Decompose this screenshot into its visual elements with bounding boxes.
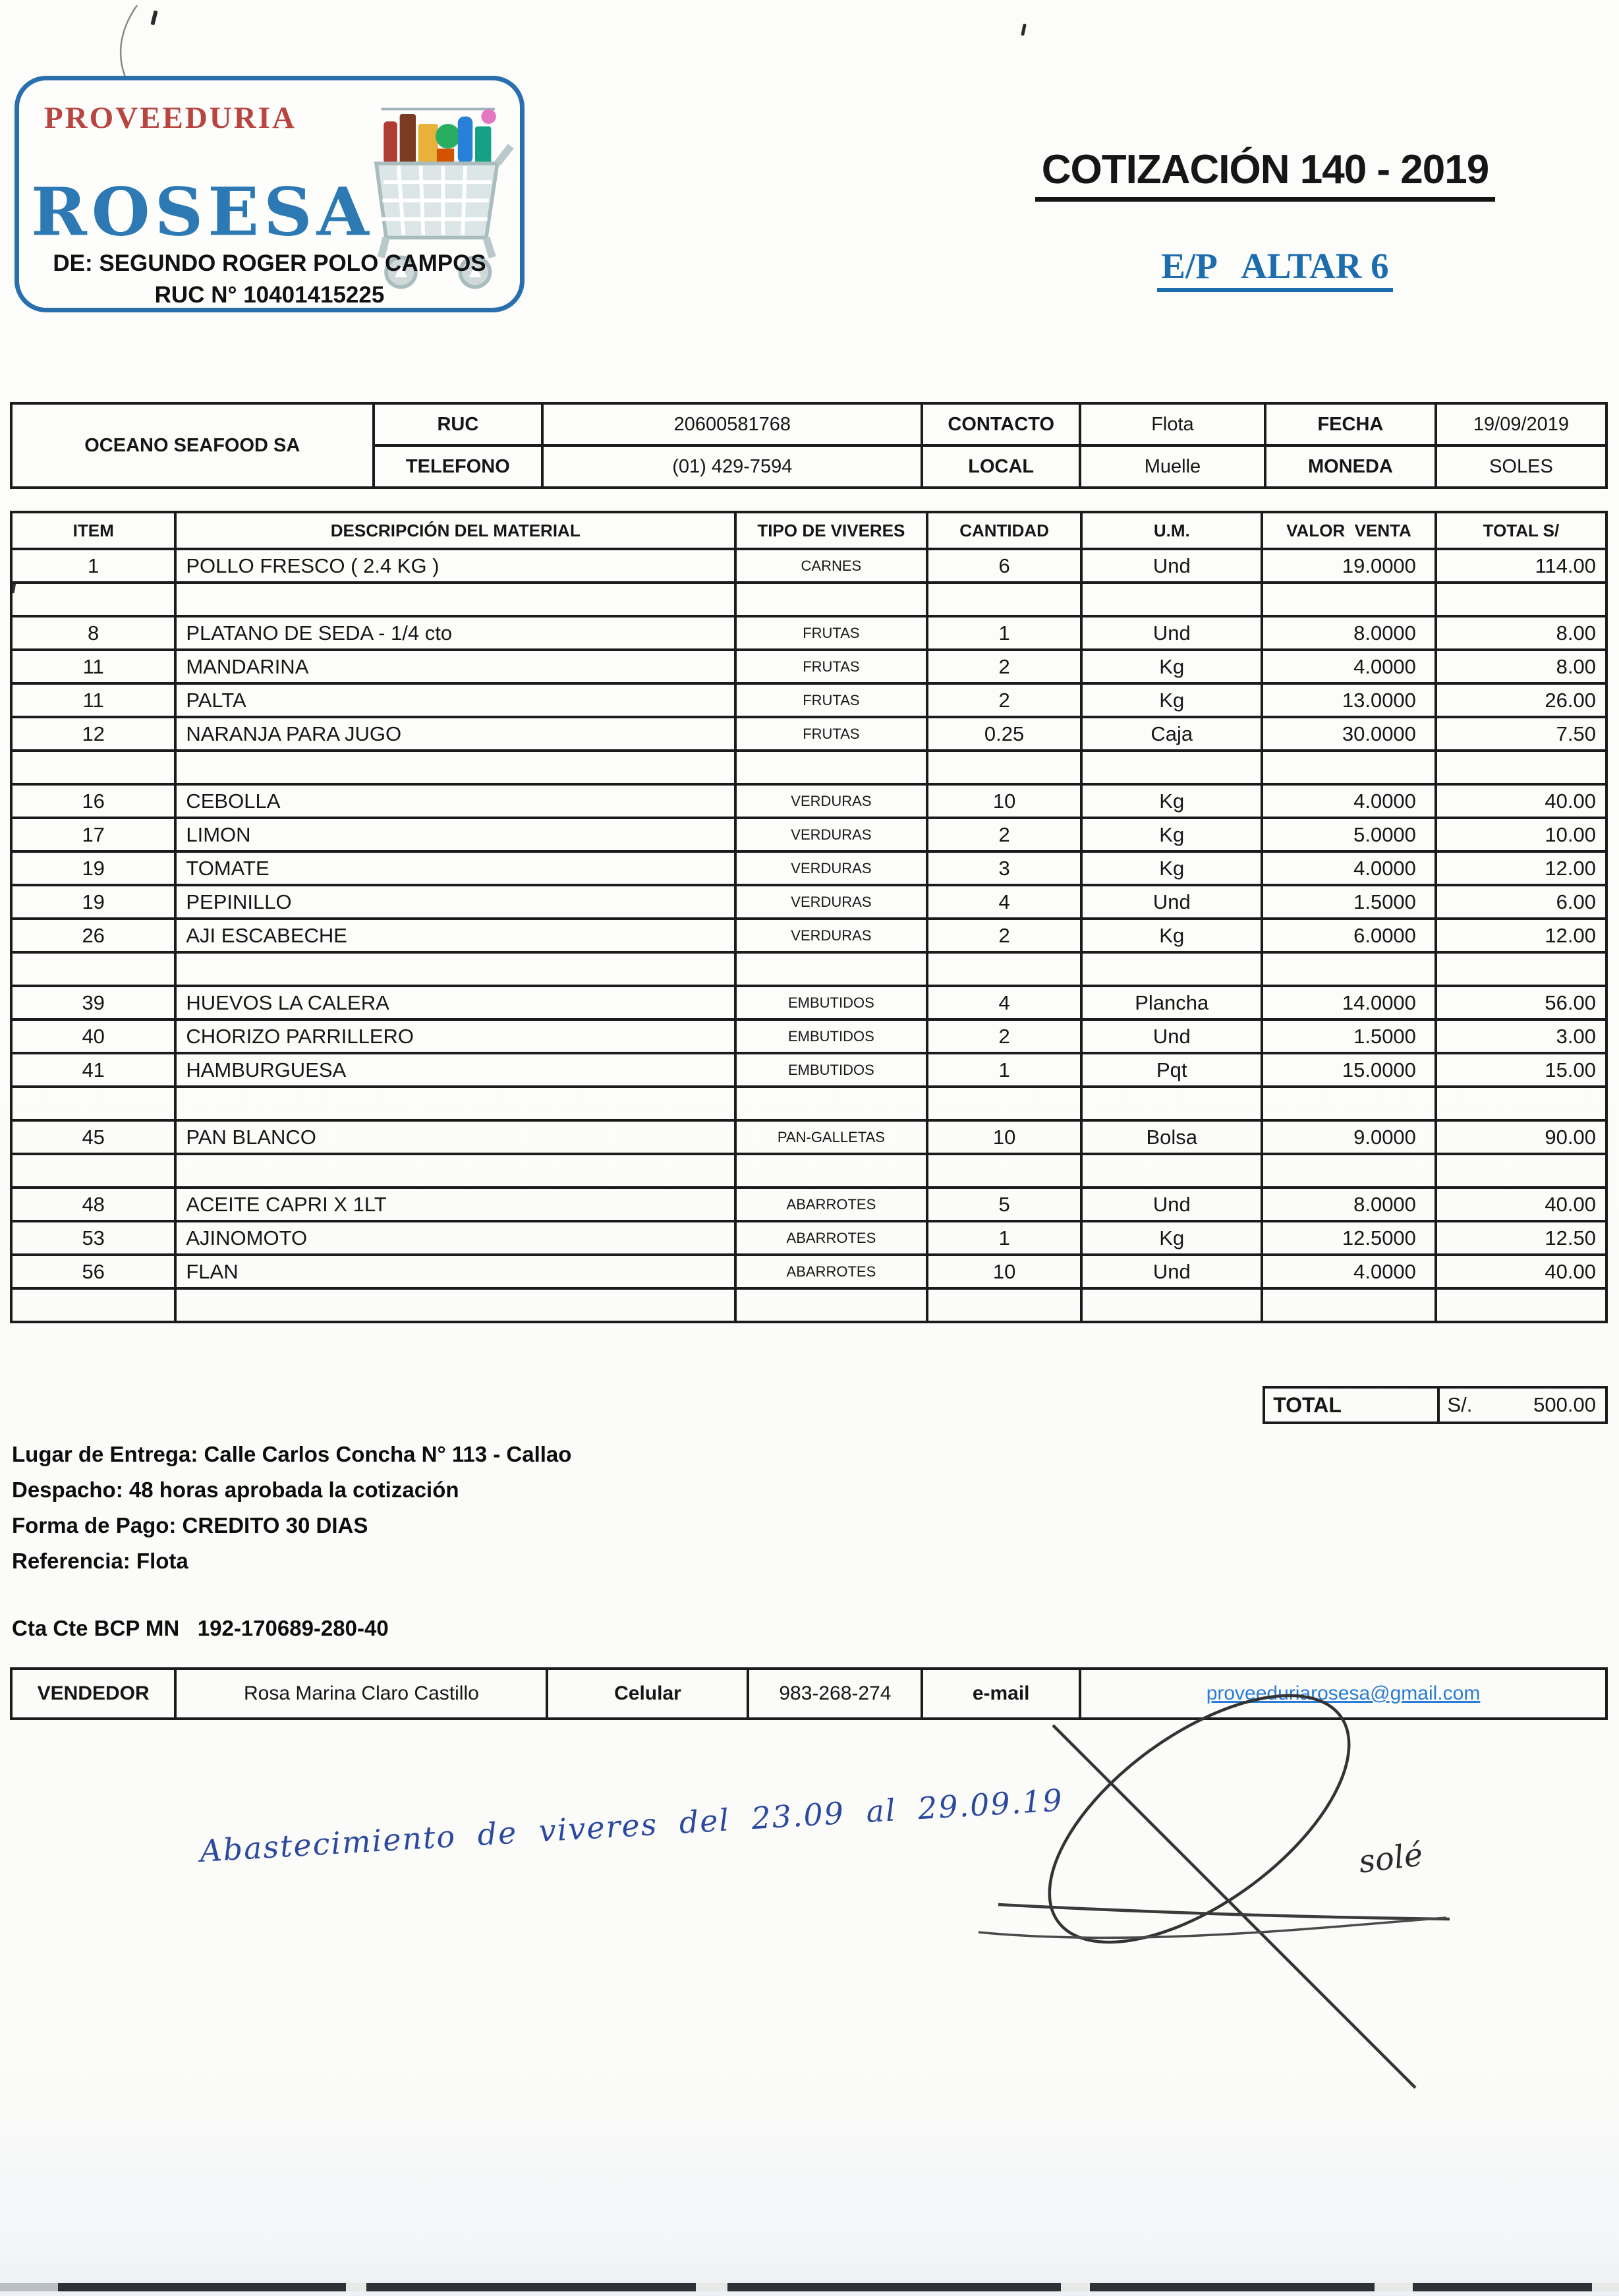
cell-cantidad (927, 1087, 1082, 1120)
cell-total: 12.50 (1436, 1221, 1606, 1255)
dispatch-line: Despacho: 48 horas aprobada la cotización (12, 1478, 459, 1502)
cell-um: Kg (1081, 784, 1262, 818)
vessel-title (1091, 245, 1460, 292)
cell-total: 15.00 (1436, 1053, 1606, 1087)
vendor-phone: 983-268-274 (748, 1669, 922, 1719)
cell-item: 41 (11, 1053, 175, 1087)
cell-total: 26.00 (1436, 683, 1606, 717)
cell-um: Und (1081, 1188, 1262, 1221)
cell-total: 40.00 (1436, 1188, 1606, 1221)
cell-item: 40 (11, 1019, 175, 1053)
cell-item: 19 (11, 885, 175, 919)
item-row (11, 1188, 1606, 1221)
cell-item: 45 (11, 1120, 175, 1154)
cell-tipo: FRUTAS (735, 683, 927, 717)
cell-tipo (735, 1087, 927, 1120)
cell-valor-venta: 12.5000 (1262, 1221, 1436, 1255)
cell-valor-venta (1262, 1087, 1436, 1120)
cell-total: 12.00 (1436, 851, 1606, 885)
cell-total: 12.00 (1436, 919, 1606, 952)
cell-cantidad: 2 (927, 919, 1082, 952)
items-table (10, 511, 1608, 1323)
item-row (11, 1019, 1606, 1053)
reference-line: Referencia: Flota (12, 1549, 188, 1573)
cell-tipo: EMBUTIDOS (735, 1019, 927, 1053)
cell-cantidad: 2 (927, 683, 1082, 717)
cell-cantidad (927, 583, 1082, 616)
cell-tipo: FRUTAS (735, 650, 927, 683)
cell-descripcion: CEBOLLA (175, 784, 735, 818)
cell-descripcion (175, 1154, 735, 1188)
empty-row (11, 952, 1606, 986)
cell-descripcion: AJI ESCABECHE (175, 919, 735, 952)
cell-total: 90.00 (1436, 1120, 1606, 1154)
cell-descripcion: PAN BLANCO (175, 1120, 735, 1154)
cell-um: Kg (1081, 851, 1262, 885)
cell-descripcion (175, 1288, 735, 1322)
cell-tipo: VERDURAS (735, 919, 927, 952)
signature (942, 1687, 1469, 2109)
cell-descripcion: FLAN (175, 1255, 735, 1288)
cell-descripcion: PALTA (175, 683, 735, 717)
cell-valor-venta: 4.0000 (1262, 1255, 1436, 1288)
cell-cantidad: 4 (927, 986, 1082, 1019)
client-name: OCEANO SEAFOOD SA (11, 403, 374, 488)
cell-descripcion: TOMATE (175, 851, 735, 885)
scan-speck (1021, 24, 1027, 36)
cell-item (11, 583, 175, 616)
cell-valor-venta: 9.0000 (1262, 1120, 1436, 1154)
cell-valor-venta (1262, 583, 1436, 616)
cell-tipo (735, 751, 927, 784)
cell-descripcion (175, 583, 735, 616)
total-amount: 500.00 (1533, 1393, 1596, 1416)
cell-total (1436, 952, 1606, 986)
header-descripcion: DESCRIPCIÓN DEL MATERIAL (175, 512, 735, 549)
item-row (11, 784, 1606, 818)
cell-descripcion: HUEVOS LA CALERA (175, 986, 735, 1019)
item-row (11, 986, 1606, 1019)
cell-descripcion: NARANJA PARA JUGO (175, 717, 735, 751)
cell-item: 17 (11, 818, 175, 851)
cell-item (11, 1087, 175, 1120)
cell-cantidad (927, 1154, 1082, 1188)
item-row (11, 616, 1606, 650)
vendor-phone-label: Celular (547, 1669, 748, 1719)
cell-item: 1 (11, 549, 175, 583)
cell-item: 19 (11, 851, 175, 885)
vendor-name: Rosa Marina Claro Castillo (175, 1669, 547, 1719)
bank-account-line: Cta Cte BCP MN 192-170689-280-40 (12, 1616, 389, 1640)
brand-rosesa-text: ROSESA (31, 173, 374, 251)
cell-tipo (735, 583, 927, 616)
moneda-value: SOLES (1436, 445, 1606, 488)
cell-valor-venta: 4.0000 (1262, 650, 1436, 683)
cell-total: 8.00 (1436, 616, 1606, 650)
cell-cantidad: 2 (927, 818, 1082, 851)
cell-descripcion: POLLO FRESCO ( 2.4 KG ) (175, 549, 735, 583)
cell-um (1081, 583, 1262, 616)
header-um: U.M. (1081, 512, 1262, 549)
client-ruc: 20600581768 (542, 403, 922, 445)
empty-row (11, 1154, 1606, 1188)
cell-valor-venta: 4.0000 (1262, 851, 1436, 885)
cell-item: 39 (11, 986, 175, 1019)
cell-total: 40.00 (1436, 784, 1606, 818)
cell-item: 11 (11, 650, 175, 683)
item-row (11, 885, 1606, 919)
header-valor-venta: VALOR VENTA (1262, 512, 1436, 549)
cell-cantidad (927, 952, 1082, 986)
handwritten-note: Abastecimiento de viveres del 23.09 al 29.09.19 (198, 1782, 1065, 1869)
cell-descripcion: CHORIZO PARRILLERO (175, 1019, 735, 1053)
cell-item (11, 751, 175, 784)
cell-um: Und (1081, 1255, 1262, 1288)
cell-total (1436, 1087, 1606, 1120)
cell-descripcion: HAMBURGUESA (175, 1053, 735, 1087)
cell-tipo: FRUTAS (735, 616, 927, 650)
cell-cantidad: 4 (927, 885, 1082, 919)
grand-total-row (10, 1386, 1608, 1424)
header-tipo: TIPO DE VIVERES (735, 512, 927, 549)
cell-descripcion: MANDARINA (175, 650, 735, 683)
fecha-value: 19/09/2019 (1436, 403, 1606, 445)
total-label: TOTAL (1263, 1386, 1436, 1424)
cell-um: Pqt (1081, 1053, 1262, 1087)
cell-descripcion (175, 1087, 735, 1120)
cell-tipo: PAN-GALLETAS (735, 1120, 927, 1154)
scan-edge-bar (0, 2283, 1619, 2291)
label-local: LOCAL (922, 445, 1080, 488)
delivery-place-line: Lugar de Entrega: Calle Carlos Concha N° 113 - Callao (12, 1442, 572, 1466)
total-row-spacer (10, 1386, 1263, 1424)
cell-descripcion: PEPINILLO (175, 885, 735, 919)
cell-total: 7.50 (1436, 717, 1606, 751)
cell-cantidad (927, 1288, 1082, 1322)
total-currency: S/. (1447, 1393, 1473, 1416)
company-ruc: RUC N° 10401415225 (154, 282, 385, 308)
cell-total (1436, 1288, 1606, 1322)
cell-total: 3.00 (1436, 1019, 1606, 1053)
item-row (11, 1120, 1606, 1154)
cell-um: Und (1081, 549, 1262, 583)
cell-valor-venta: 14.0000 (1262, 986, 1436, 1019)
item-row (11, 1053, 1606, 1087)
cell-um (1081, 952, 1262, 986)
cell-cantidad: 10 (927, 1120, 1082, 1154)
cell-tipo: VERDURAS (735, 885, 927, 919)
items-header-row (11, 512, 1606, 549)
cell-um: Kg (1081, 650, 1262, 683)
cell-item: 11 (11, 683, 175, 717)
cell-valor-venta (1262, 952, 1436, 986)
header-cantidad: CANTIDAD (927, 512, 1082, 549)
item-row (11, 650, 1606, 683)
cell-um: Und (1081, 616, 1262, 650)
cell-valor-venta: 15.0000 (1262, 1053, 1436, 1087)
signature-word: solé (1356, 1836, 1425, 1881)
empty-row (11, 1087, 1606, 1120)
vendor-email-label: e-mail (922, 1669, 1080, 1719)
cell-total: 114.00 (1436, 549, 1606, 583)
cell-item: 26 (11, 919, 175, 952)
cell-um (1081, 1154, 1262, 1188)
cell-um (1081, 1087, 1262, 1120)
company-logo-box (14, 76, 525, 312)
cell-um: Bolsa (1081, 1120, 1262, 1154)
cell-valor-venta: 8.0000 (1262, 1188, 1436, 1221)
cell-cantidad: 5 (927, 1188, 1082, 1221)
payment-line: Forma de Pago: CREDITO 30 DIAS (12, 1513, 368, 1537)
cell-descripcion: LIMON (175, 818, 735, 851)
cell-valor-venta: 19.0000 (1262, 549, 1436, 583)
cell-um: Kg (1081, 919, 1262, 952)
total-value-cell (1437, 1386, 1608, 1424)
cell-valor-venta: 30.0000 (1262, 717, 1436, 751)
owner-line: DE: SEGUNDO ROGER POLO CAMPOS (53, 250, 486, 276)
cell-item (11, 1154, 175, 1188)
cell-cantidad: 2 (927, 650, 1082, 683)
empty-row (11, 583, 1606, 616)
cell-valor-venta: 13.0000 (1262, 683, 1436, 717)
cell-tipo: FRUTAS (735, 717, 927, 751)
cell-cantidad: 10 (927, 784, 1082, 818)
item-row (11, 851, 1606, 885)
cell-um: Kg (1081, 683, 1262, 717)
cell-um (1081, 1288, 1262, 1322)
cell-descripcion: ACEITE CAPRI X 1LT (175, 1188, 735, 1221)
label-telefono: TELEFONO (374, 445, 543, 488)
cell-um: Kg (1081, 1221, 1262, 1255)
item-row (11, 549, 1606, 583)
cell-valor-venta: 1.5000 (1262, 1019, 1436, 1053)
cell-tipo: VERDURAS (735, 784, 927, 818)
cell-cantidad: 1 (927, 616, 1082, 650)
item-row (11, 818, 1606, 851)
quotation-title (969, 146, 1562, 202)
empty-row (11, 1288, 1606, 1322)
cell-tipo (735, 1154, 927, 1188)
cell-valor-venta: 8.0000 (1262, 616, 1436, 650)
brand-proveeduria-text: PROVEEDURIA (44, 101, 297, 135)
cell-um: Caja (1081, 717, 1262, 751)
cell-um: Und (1081, 885, 1262, 919)
vendor-label: VENDEDOR (11, 1669, 175, 1719)
cell-total: 8.00 (1436, 650, 1606, 683)
cell-total: 6.00 (1436, 885, 1606, 919)
cell-total (1436, 583, 1606, 616)
item-row (11, 717, 1606, 751)
telefono-value: (01) 429-7594 (542, 445, 922, 488)
cell-valor-venta (1262, 751, 1436, 784)
header-item: ITEM (11, 512, 175, 549)
cell-total: 40.00 (1436, 1255, 1606, 1288)
cell-item: 53 (11, 1221, 175, 1255)
empty-row (11, 751, 1606, 784)
cell-tipo: EMBUTIDOS (735, 1053, 927, 1087)
cell-tipo: ABARROTES (735, 1221, 927, 1255)
item-row (11, 683, 1606, 717)
cell-um: Und (1081, 1019, 1262, 1053)
cell-cantidad: 2 (927, 1019, 1082, 1053)
cell-tipo: ABARROTES (735, 1255, 927, 1288)
vendor-email-link[interactable]: proveeduriarosesa@gmail.com (1206, 1682, 1481, 1704)
cell-tipo (735, 1288, 927, 1322)
cell-cantidad: 10 (927, 1255, 1082, 1288)
cell-cantidad: 3 (927, 851, 1082, 885)
contacto-value: Flota (1080, 403, 1265, 445)
cell-valor-venta: 1.5000 (1262, 885, 1436, 919)
label-contacto: CONTACTO (922, 403, 1080, 445)
quotation-title-text: COTIZACIÓN 140 - 2019 (1035, 146, 1495, 202)
cell-descripcion: PLATANO DE SEDA - 1/4 cto (175, 616, 735, 650)
cell-valor-venta: 4.0000 (1262, 784, 1436, 818)
cell-item: 8 (11, 616, 175, 650)
cell-item: 12 (11, 717, 175, 751)
cell-cantidad: 6 (927, 549, 1082, 583)
cell-tipo (735, 952, 927, 986)
cell-valor-venta (1262, 1154, 1436, 1188)
cell-cantidad (927, 751, 1082, 784)
cell-item: 16 (11, 784, 175, 818)
cell-total: 56.00 (1436, 986, 1606, 1019)
cell-total: 10.00 (1436, 818, 1606, 851)
header-total: TOTAL S/ (1436, 512, 1606, 549)
label-ruc: RUC (374, 403, 543, 445)
cell-tipo: EMBUTIDOS (735, 986, 927, 1019)
cell-tipo: CARNES (735, 549, 927, 583)
vessel-title-text: E/P ALTAR 6 (1157, 245, 1392, 292)
local-value: Muelle (1080, 445, 1265, 488)
cell-tipo: VERDURAS (735, 851, 927, 885)
cell-tipo: ABARROTES (735, 1188, 927, 1221)
cell-descripcion (175, 751, 735, 784)
cell-um: Plancha (1081, 986, 1262, 1019)
label-fecha: FECHA (1265, 403, 1436, 445)
item-row (11, 1255, 1606, 1288)
cell-item: 56 (11, 1255, 175, 1288)
cell-valor-venta: 5.0000 (1262, 818, 1436, 851)
cell-descripcion: AJINOMOTO (175, 1221, 735, 1255)
cell-total (1436, 1154, 1606, 1188)
cell-item: 48 (11, 1188, 175, 1221)
item-row (11, 919, 1606, 952)
cell-cantidad: 0.25 (927, 717, 1082, 751)
cell-cantidad: 1 (927, 1053, 1082, 1087)
cell-um: Kg (1081, 818, 1262, 851)
cell-cantidad: 1 (927, 1221, 1082, 1255)
cell-valor-venta: 6.0000 (1262, 919, 1436, 952)
cell-descripcion (175, 952, 735, 986)
cell-total (1436, 751, 1606, 784)
client-info-table (10, 402, 1608, 489)
cell-valor-venta (1262, 1288, 1436, 1322)
item-row (11, 1221, 1606, 1255)
cell-item (11, 1288, 175, 1322)
cell-item (11, 952, 175, 986)
cell-tipo: VERDURAS (735, 818, 927, 851)
cell-um (1081, 751, 1262, 784)
label-moneda: MONEDA (1265, 445, 1436, 488)
